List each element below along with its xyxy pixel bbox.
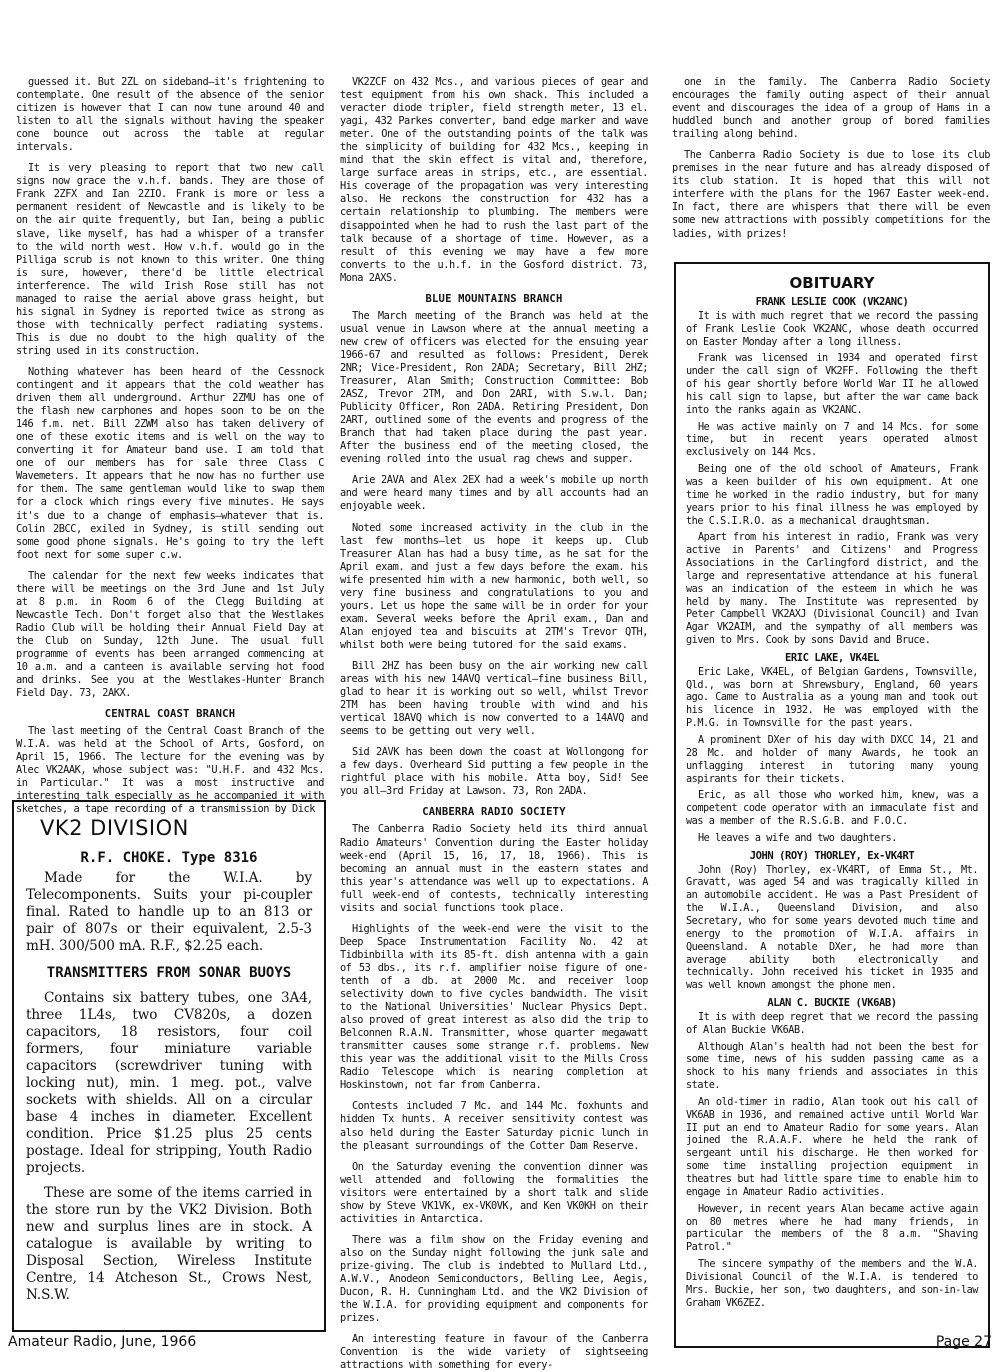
- paragraph: Noted some increased activity in the club in the last few months—let us hope it keeps up. Club Treasurer Alan has had a busy time, as he sat for the April exam. and just a few days before the exam. his wife presented him with a new harmonic, both well, so very fine business and congratulations to you and yours. Let us hope the same will be in order for your exam. Several weeks before the April exam., Dan and Alan enjoyed tea and biscuits at 2TM's Trevor QTH, whilst both were being tutored for the said exams.: [340, 521, 648, 651]
- footer-publication: Amateur Radio, June, 1966: [8, 1334, 197, 1350]
- paragraph: Sid 2AVK has been down the coast at Wollongong for a few days. Overheard Sid putting a few people in the rightful place with his mobile. Atta boy, Sid! See you all—3rd Friday at Lawson. 73, Ron 2ADA.: [340, 746, 648, 798]
- obituary-body: [686, 296, 978, 1310]
- paragraph: The March meeting of the Branch was held at the usual venue in Lawson where at the annual meeting a new crew of officers was elected for the ensuing year 1966-67 and resulted as follows: President, Derek 2NR; Vice-President, Ron 2ADA; Secretary, Bill 2HZ; Treasurer, Alan Smith; Construction Committee: Bob 2ASZ, Trevor 2TM, and Don 2ARI, with S.w.l. Dan; Publicity Officer, Ron 2ADA. Retiring President, Don 2ART, outlined some of the events and progress of the Branch that had taken place during the past year. After the business end of the meeting closed, the evening rolled into the usual rag chews and supper.: [340, 309, 648, 466]
- paragraph: An old-timer in radio, Alan took out his call of VK6AB in 1936, and remained active until World War II put an end to Amateur Radio for some years. Alan joined the R.A.A.F. where he held the rank of sergeant until his discharge. He then worked for some time installing projection equipment in theatres but had little spare time to enable him to engage in Amateur Radio activities.: [686, 1096, 978, 1198]
- paragraph: Although Alan's health had not been the best for some time, news of his sudden passing came as a shock to his many friends and associates in this state.: [686, 1041, 978, 1092]
- section-heading: JOHN (ROY) THORLEY, Ex-VK4RT: [749, 849, 915, 862]
- footer-page-number: Page 27: [935, 1334, 992, 1350]
- column-3: [672, 76, 990, 256]
- page-footer: [8, 1334, 992, 1356]
- section-heading: ERIC LAKE, VK4EL: [785, 651, 879, 664]
- paragraph: Apart from his interest in radio, Frank was very active in Parents' and Citizens' and Progress Associations in the Carlingford district, and the large and representative attendance at his funeral was an indication of the esteem in which he was held by many. The Institute was represented by Peter Campbell VK2AXJ (Divisional Council) and Ivan Agar VK2AIM, and the sympathy of all members was given to Mrs. Cook by sons David and Bruce.: [686, 532, 978, 647]
- paragraph: one in the family. The Canberra Radio Society encourages the family outing aspect of their annual event and discourages the idea of a group of Hams in a huddled bunch and another group of bored families trailing along behind.: [672, 76, 990, 141]
- paragraph: It is very pleasing to report that two new call signs now grace the v.h.f. bands. They are those of Frank 2ZFX and Ian 2ZIO. Frank is more or less a permanent resident of Newcastle and is likely to be on the air quite frequently, but Ian, being a public slave, like myself, has had a whisper of a transfer to the wild north west. How v.h.f. would go in the Pilliga scrub is not known to this writer. One thing is sure, however, there'd be little electrical interference. The wild Irish Rose still has not managed to raise the aerial above grass height, but his signal in Sydney is reported twice as strong as those with technically perfect radiating systems. This is due no doubt to the high quality of the string used in its construction.: [16, 162, 324, 357]
- advert-item2-title: TRANSMITTERS FROM SONAR BUOYS: [46, 965, 292, 981]
- paragraph: Eric, as all those who worked him, knew, was a competent code operator with an immaculate fist and was a member of the R.S.G.B. and F.O.C.: [686, 790, 978, 828]
- paragraph: VK2ZCF on 432 Mcs., and various pieces of gear and test equipment from his own shack. This included a veracter diode tripler, field strength meter, 13 el. yagi, 432 Parkes converter, band edge marker and wave meter. One of the outstanding points of the talk was the simplicity of building for 432 Mcs., keeping in mind that the skin effect is vital and, therefore, large surface areas in strips, etc., are essential. His coverage of the propagation was very interesting also. He reckons the construction for 432 has a certain relationship to plumbing. The members were disappointed when he had to rush the last part of the talk because of a shortage of time. However, as a result of this evening we may have a few more converts to the u.h.f. in the Gosford district. 73, Mona 2AXS.: [340, 76, 648, 284]
- paragraph: guessed it. But 2ZL on sideband—it's frightening to contemplate. One result of the absence of the senior citizen is however that I can now tune around 40 and listen to all the signals without having the speaker cone bounce out across the table at regular intervals.: [16, 76, 324, 154]
- paragraph: The calendar for the next few weeks indicates that there will be meetings on the 3rd June and 1st July at 8 p.m. in Room 6 of the Clegg Building at Newcastle Tech. Don't forget also that the Westlakes Radio Club will be holding their Annual Field Day at the Club on Sunday, 12th June. The usual full programme of events has been arranged commencing at 10 a.m. and a canteen is available serving hot food and drinks. See you at the Westlakes-Hunter Branch Field Day. 73, 2AKX.: [16, 569, 324, 700]
- advert-title: VK2 DIVISION: [40, 816, 189, 840]
- section-heading: BLUE MOUNTAINS BRANCH: [425, 292, 563, 305]
- paragraph: Being one of the old school of Amateurs, Frank was a keen builder of his own equipment. At one time he worked in the radio industry, but for many years prior to his final illness he was employed by the C.S.I.R.O. as a mechanical draughtsman.: [686, 464, 978, 527]
- paragraph: It is with much regret that we record the passing of Frank Leslie Cook VK2ANC, whose death occurred on Easter Monday after a long illness.: [686, 310, 978, 348]
- paragraph: The last meeting of the Central Coast Branch of the W.I.A. was held at the School of Arts, Gosford, on April 15, 1966. The lecture for the evening was by Alec VK2AAK, whose subject was: "U.H.F. and 432 Mcs. in Particular." It was a most instructive and interesting talk especially as he accompanied it with sketches, a tape recording of a transmission by Dick: [16, 725, 324, 816]
- paragraph: On the Saturday evening the convention dinner was well attended and following the formalities the visitors were entertained by a short talk and slide show by Steve VK1VK, ex-VK0VK, and Ken VK0KH on their activities in Antarctica.: [340, 1160, 648, 1225]
- paragraph: It is with deep regret that we record the passing of Alan Buckie VK6AB.: [686, 1011, 978, 1036]
- advert-footer-text: These are some of the items carried in the store run by the VK2 Division. Both new and surplus lines are in stock. A catalogue is available by writing to Disposal Section, Wireless Institute Centre, 14 Atcheson St., Crows Nest, N.S.W.: [26, 1185, 312, 1303]
- paragraph: Highlights of the week-end were the visit to the Deep Space Instrumentation Facility No. 42 at Tidbinbilla with its 85-ft. dish antenna with a gain of 53 dbs., its r.f. amplifier noise figure of one-tenth of a db. at 2000 Mc. and receiver loop selectivity down to five cycles bandwidth. The visit to the National Universities' Nuclear Physics Dept. also proved of great interest as also did the trip to Belconnen R.A.N. Transmitter, whose quarter megawatt transmitter causes some strange r.f. problems. New this year was the additional visit to the Mills Cross Radio Telescope which is nearing completion at Hoskinstown, not far from Canberra.: [340, 922, 648, 1092]
- paragraph: John (Roy) Thorley, ex-VK4RT, of Emma St., Mt. Gravatt, was aged 54 and was tragically killed in an automobile accident. He was a Past President of the W.I.A., Queensland Division, and also Secretary, who for some years devoted much time and energy to the promotion of W.I.A. affairs in Queensland. A notable DXer, he had more than average ability both electronically and technically. John received his ticket in 1935 and was well known amongst the phone men.: [686, 864, 978, 992]
- advert-item2-text: Contains six battery tubes, one 3A4, three 1L4s, two CV820s, a dozen capacitors, 18 resistors, four coil formers, four miniature variable capacitors (screwdriver tuning with locking nut), min. 1 meg. pot., valve sockets with shields. All on a circular base 4 inches in diameter. Excellent condition. Price $1.25 plus 25 cents postage. Ideal for stripping, Youth Radio projects.: [26, 990, 312, 1176]
- obituary-box: [674, 262, 990, 1348]
- column-1: [16, 76, 324, 816]
- advert-item1-title: R.F. CHOKE. Type 8316: [80, 850, 258, 866]
- paragraph: The sincere sympathy of the members and the W.A. Divisional Council of the W.I.A. is tendered to Mrs. Buckie, her son, two daughters, and son-in-law Graham VK6ZEZ.: [686, 1259, 978, 1309]
- paragraph: Nothing whatever has been heard of the Cessnock contingent and it appears that the cold weather has driven them all underground. Arthur 2ZMU has one of the flash new carphones and hopes soon to be on the 146 f.m. net. Bill 2ZWM also has taken delivery of one of these exotic items and is well on the way to converting it for Amateur band use. I am told that one of our members has for sale three Class C Wavemeters. It appears that he now has no further use for them. The same gentleman would like to swap them for a clock which rings every five minutes. He says it's due to a change of emphasis—whatever that is. Colin 2BCC, exiled in Sydney, is still sending out some good phone signals. He's going to try the left foot next for some super c.w.: [16, 365, 324, 561]
- section-heading: CANBERRA RADIO SOCIETY: [422, 806, 566, 819]
- paragraph: However, in recent years Alan became active again on 80 metres where he had many friends, in particular the members of the 8 a.m. "Shaving Patrol.": [686, 1203, 978, 1254]
- vk2-division-advert: [12, 800, 326, 1332]
- paragraph: Arie 2AVA and Alex 2EX had a week's mobile up north and were heard many times and by all accounts had an enjoyable week.: [340, 474, 648, 513]
- paragraph: Frank was licensed in 1934 and operated first under the call sign of VK2FF. Following the theft of his gear shortly before World War II he allowed his call sign to lapse, but after the war came back into the ranks again as VK2ANC.: [686, 353, 978, 416]
- section-heading: CENTRAL COAST BRANCH: [104, 708, 236, 721]
- paragraph: Eric Lake, VK4EL, of Belgian Gardens, Townsville, Qld., was born at Shrewsbury, England, 60 years ago. Came to Australia as a young man and took out his licence in 1932. He was employed with the P.M.G. in Townsville for the past years.: [686, 666, 978, 730]
- section-heading: ALAN C. BUCKIE (VK6AB): [767, 997, 897, 1010]
- section-heading: FRANK LESLIE COOK (VK2ANC): [755, 296, 909, 308]
- paragraph: He leaves a wife and two daughters.: [698, 832, 897, 844]
- paragraph: He was active mainly on 7 and 14 Mcs. for some time, but in recent years operated almost exclusively on 144 Mcs.: [686, 421, 978, 459]
- advert-item1-text: Made for the W.I.A. by Telecomponents. Suits your pi-coupler final. Rated to handle up to an 813 or pair of 807s or their equivalent, 2.5-3 mH. 300/500 mA. R.F., $2.25 each.: [26, 870, 312, 954]
- paragraph: The Canberra Radio Society is due to lose its club premises in the near future and has already disposed of its club station. It is hoped that this will not interfere with the plans for the 1967 Easter week-end. In fact, there are whispers that there will be even some new attractions with possibly competitions for the ladies, with prizes!: [672, 149, 990, 240]
- paragraph: Contests included 7 Mc. and 144 Mc. foxhunts and hidden Tx hunts. A receiver sensitivity contest was also held during the Easter Saturday picnic lunch in the pleasant surroundings of the Cotter Dam Reserve.: [340, 1100, 648, 1152]
- column-2: [340, 76, 648, 1372]
- obituary-title: OBITUARY: [789, 274, 875, 292]
- paragraph: There was a film show on the Friday evening and also on the Sunday night following the junk sale and prize-giving. The club is indebted to Mullard Ltd., A.W.V., Anodeon Semiconductors, Belling Lee, Aegis, Ducon, R. H. Cunningham Ltd. and the VK2 Division of the W.I.A. for providing equipment and components for prizes.: [340, 1233, 648, 1325]
- paragraph: The Canberra Radio Society held its third annual Radio Amateurs' Convention during the Easter holiday week-end (April 15, 16, 17, 18, 1966). This is becoming an annual must in the eastern states and this year's attendance was well up to expectations. A full week-end of contests, technically interesting visits and social functions took place.: [340, 823, 648, 914]
- paragraph: Bill 2HZ has been busy on the air working new call areas with his new 14AVQ vertical—fine business Bill, glad to hear it is working out so well, whilst Trevor 2TM has been having trouble with wind and his vertical 18AVQ which is now converted to a 14AVQ and seems to be getting out very well.: [340, 659, 648, 738]
- paragraph: An interesting feature in favour of the Canberra Convention is the wide variety of sightseeing attractions with something for every-: [340, 1333, 648, 1372]
- paragraph: A prominent DXer of his day with DXCC 14, 21 and 28 Mc. and holder of many Awards, he took an unflagging interest in tutoring many young aspirants for their tickets.: [686, 735, 978, 785]
